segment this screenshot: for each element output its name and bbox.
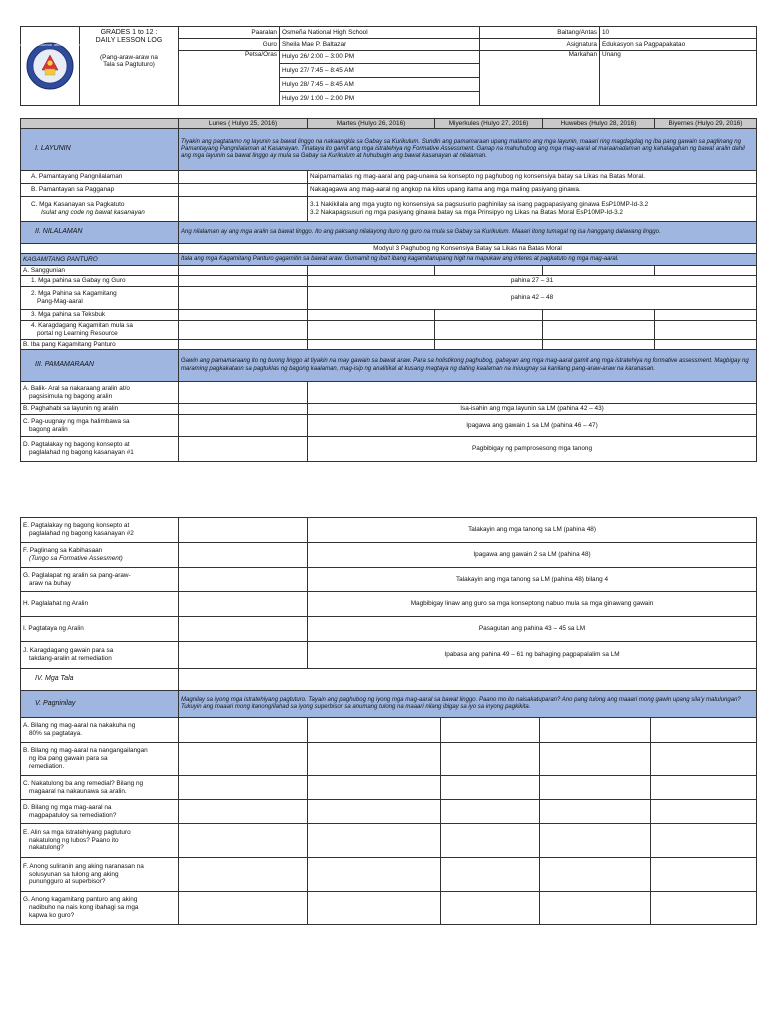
sanggunian-wed bbox=[435, 266, 543, 276]
date-4: Hulyo 29/ 1:00 – 2:00 PM bbox=[280, 92, 480, 106]
teksbuk-fri bbox=[655, 310, 757, 321]
kasanayan-value-1: 3.1 Nakikilala ang mga yugto ng konsensiya sa pagsusurio paghinilay sa isang pagpapasiyang ginawa EsP10MP-Id-3.2 bbox=[310, 201, 649, 209]
pagninilay-g-3: kapwa ko guro? bbox=[29, 911, 75, 919]
nilalaman-blank bbox=[21, 244, 179, 254]
sanggunian-fri bbox=[655, 266, 757, 276]
day-friday: Biyernes (Hulyo 29, 2016) bbox=[655, 119, 757, 129]
kasanayan-value-cell bbox=[308, 197, 757, 222]
pagninilay-f-tue bbox=[308, 858, 441, 892]
pagninilay-g-mon bbox=[179, 892, 308, 925]
paglinang-value: Ipagawa ang gawain 2 sa LM (pahina 48) bbox=[308, 543, 757, 568]
pag-uugnay-cell bbox=[21, 415, 179, 437]
pamantayang-pangnilalaman-label: A. Pamantayang Pangnilalaman bbox=[21, 171, 179, 184]
lr-portal-thu bbox=[543, 321, 655, 340]
pagtalakay-1-value: Pagbibigay ng pamprosesong mga tanong bbox=[308, 437, 757, 462]
pagninilay-g-1: G. Anong kagamitang panturo ang aking bbox=[23, 896, 138, 904]
karagdagang-gawain-cell bbox=[21, 642, 179, 669]
pagninilay-e-wed bbox=[441, 824, 540, 858]
date-3: Hulyo 28/ 7:45 – 8:45 AM bbox=[280, 78, 480, 92]
karagdagang-gawain-label-1: J. Karagdagang gawain para sa bbox=[23, 647, 114, 655]
pagninilay-a-2: 80% sa pagtataya. bbox=[29, 730, 82, 737]
pagninilay-f-2: solusyunan sa tulong ang aking bbox=[29, 870, 119, 878]
balik-aral-label-2: pagsisimula ng bagong aralin bbox=[29, 392, 113, 400]
pag-uugnay-label-2: bagong aralin bbox=[29, 425, 68, 433]
pagninilay-g-2: nadibuho na nais kong ibahagi sa mga bbox=[29, 904, 139, 912]
pagtataya-mon bbox=[179, 617, 308, 642]
guro-label: Guro bbox=[179, 39, 280, 51]
dll-sub2: Tala sa Pagtuturo) bbox=[103, 61, 155, 69]
pagtalakay-2-value: Talakayin ang mga tanong sa LM (pahina 48) bbox=[308, 518, 757, 543]
lr-portal-tue bbox=[308, 321, 435, 340]
pagninilay-d-2: magpapatuloy sa remediation? bbox=[29, 811, 117, 819]
kasanayan-sub: Isulat ang code ng bawat kasanayan bbox=[41, 209, 145, 216]
pagninilay-a-thu bbox=[540, 718, 651, 743]
grades-label: GRADES 1 to 12 : bbox=[100, 29, 158, 36]
pagninilay-e-cell bbox=[21, 824, 179, 858]
iba-pang-wed bbox=[435, 340, 543, 350]
asignatura-value: Edukasyon sa Pagpapakatao bbox=[600, 39, 757, 51]
paglalahat-label: H. Paglalahat ng Aralin bbox=[21, 592, 179, 617]
kagamitang-mon bbox=[179, 287, 308, 310]
sanggunian-thu bbox=[543, 266, 655, 276]
pagtalakay-1-label-2: paglalahad ng bagong kasanayan #1 bbox=[29, 449, 134, 456]
gabay-guro-mon bbox=[179, 276, 308, 287]
pagninilay-c-cell bbox=[21, 776, 179, 800]
pag-uugnay-mon bbox=[179, 415, 308, 437]
pagninilay-note: Magnilay sa iyong mga istratehiyang pagtuturo. Tayain ang paghubog ng iyong mga mag-aaral sa bawat linggo. Paano mo ito naisakatuparan? Ano pang tulong ang maaari mong gawin upang sila'y matulungan? Tukuyin ang maaari mong itanong/ilahad sa iyong superbisor sa anumang tulong na maaari nilang ibigay sa iyo sa inyong pagkikita. bbox=[179, 691, 757, 718]
pagninilay-b-wed bbox=[441, 743, 540, 776]
kasanayan-label-cell bbox=[21, 197, 179, 222]
mga-tala-value bbox=[179, 669, 757, 691]
teksbuk-thu bbox=[543, 310, 655, 321]
pagninilay-c-2: magaaral na nakaunawa sa aralin. bbox=[29, 787, 127, 795]
baitang-label: Baitang/Antas bbox=[480, 27, 600, 39]
deped-seal-icon bbox=[16, 37, 84, 95]
pagninilay-f-mon bbox=[179, 858, 308, 892]
dll-title-cell bbox=[80, 27, 179, 106]
markahan-value: Unang bbox=[600, 51, 757, 106]
dll-sub1: (Pang-araw-araw na bbox=[100, 53, 158, 61]
pagninilay-b-thu bbox=[540, 743, 651, 776]
pagninilay-e-tue bbox=[308, 824, 441, 858]
pagninilay-b-1: B. Bilang ng mag-aaral na nangangailangan bbox=[23, 747, 148, 755]
pagninilay-g-thu bbox=[540, 892, 651, 925]
paglinang-mon bbox=[179, 543, 308, 568]
pagninilay-a-fri bbox=[651, 718, 757, 743]
pagninilay-g-cell bbox=[21, 892, 179, 925]
pamamaraan-title: III. PAMAMARAAN bbox=[21, 350, 179, 382]
seal-text: KAGAWARAN NG EDUKASYON · REPUBLIKA NG PILIPINAS bbox=[16, 44, 84, 47]
pagninilay-a-1: A. Bilang ng mag-aaral na nakakuha ng bbox=[23, 722, 136, 730]
teksbuk-mon bbox=[179, 310, 308, 321]
petsa-label: Petsa/Oras bbox=[179, 51, 280, 106]
asignatura-label: Asignatura bbox=[480, 39, 600, 51]
karagdagang-gawain-label-2: takdang-aralin at remediation bbox=[29, 655, 112, 662]
paghahabi-mon bbox=[179, 404, 308, 415]
pagtalakay-1-label-1: D. Pagtalakay ng bagong konsepto at bbox=[23, 441, 130, 449]
pagtalakay-2-mon bbox=[179, 518, 308, 543]
pagninilay-c-1: C. Nakatulong ba ang remedial? Bilang ng bbox=[23, 779, 144, 787]
pamantayan-pagganap-label: B. Pamantayan sa Pagganap bbox=[21, 184, 179, 197]
lr-portal-label-2: portal ng Learning Resource bbox=[37, 330, 118, 337]
pagninilay-a-tue bbox=[308, 718, 441, 743]
paglalapat-label-1: G. Paglalapat ng aralin sa pang-araw- bbox=[23, 571, 131, 579]
karagdagang-gawain-value: Ipabasa ang pahina 49 – 61 ng bahaging pagpapalalim sa LM bbox=[308, 642, 757, 669]
dll-main-table-2 bbox=[20, 517, 757, 925]
pag-uugnay-label-1: C. Pag-uugnay ng mga halimbawa sa bbox=[23, 417, 130, 425]
pagninilay-b-2: ng iba pang gawain para sa bbox=[29, 755, 108, 763]
kagamitang-value: pahina 42 – 48 bbox=[308, 287, 757, 310]
kasanayan-label: C. Mga Kasanayan sa Pagkatuto bbox=[31, 201, 125, 209]
kagamitan-title: KAGAMITANG PANTURO bbox=[21, 254, 179, 266]
paaralan-value: Osmeña National High School bbox=[280, 27, 480, 39]
pagninilay-e-thu bbox=[540, 824, 651, 858]
pagninilay-c-mon bbox=[179, 776, 308, 800]
iba-pang-kagamitan-label: B. Iba pang Kagamitang Panturo bbox=[21, 340, 179, 350]
gabay-guro-label: 1. Mga pahina sa Gabay ng Guro bbox=[21, 276, 179, 287]
pamantayan-pagganap-value: Nakagagawa ang mag-aaral ng angkop na kilos upang itama ang mga maling pasiyang ginawa. bbox=[308, 184, 757, 197]
pagninilay-d-wed bbox=[441, 800, 540, 824]
baitang-value: 10 bbox=[600, 27, 757, 39]
pagninilay-b-tue bbox=[308, 743, 441, 776]
pagninilay-f-wed bbox=[441, 858, 540, 892]
lr-portal-cell bbox=[21, 321, 179, 340]
layunin-title: I. LAYUNIN bbox=[21, 129, 179, 171]
pagninilay-e-2: nakatulong ng lubos? Paano ito bbox=[29, 836, 119, 844]
day-wednesday: Miyerkules (Hulyo 27, 2016) bbox=[435, 119, 543, 129]
date-2: Hulyo 27/ 7:45 – 8:45 AM bbox=[280, 64, 480, 78]
pagninilay-a-wed bbox=[441, 718, 540, 743]
paglalahat-value: Magbibigay linaw ang guro sa mga konseptong nabuo mula sa mga ginawang gawain bbox=[308, 592, 757, 617]
kagamitan-note: Itala ang mga Kagamitang Panturo gagamitin sa bawat araw. Gumamit ng iba't ibang kagamitanupang higit na mapukaw ang interes at pagkatuto ng mga mag-aaral. bbox=[179, 254, 757, 266]
pamantayang-pangnilalaman-value: Naipamamalas ng mag-aaral ang pag-unawa sa konsepto ng paghubog ng konsensiya batay sa Likas na Batas Moral. bbox=[308, 171, 757, 184]
paglalapat-cell bbox=[21, 568, 179, 592]
pagninilay-f-fri bbox=[651, 858, 757, 892]
pagninilay-e-3: nakatulong? bbox=[29, 844, 64, 852]
lr-portal-wed bbox=[435, 321, 543, 340]
balik-aral-label-1: A. Balik- Aral sa nakaraang aralin at/o bbox=[23, 384, 130, 392]
sanggunian-tue bbox=[308, 266, 435, 276]
pagninilay-g-wed bbox=[441, 892, 540, 925]
pagninilay-f-cell bbox=[21, 858, 179, 892]
pagninilay-d-thu bbox=[540, 800, 651, 824]
pagtalakay-1-mon bbox=[179, 437, 308, 462]
paaralan-label: Paaralan bbox=[179, 27, 280, 39]
pagninilay-c-thu bbox=[540, 776, 651, 800]
paghahabi-label: B. Paghahabi sa layunin ng aralin bbox=[21, 404, 179, 415]
paglalapat-label-2: araw na buhay bbox=[29, 579, 71, 587]
pagninilay-f-thu bbox=[540, 858, 651, 892]
pagninilay-e-1: E. Alin sa mga istratehiyang pagtuturo bbox=[23, 828, 131, 836]
kasanayan-mon bbox=[179, 197, 308, 222]
pagninilay-e-mon bbox=[179, 824, 308, 858]
nilalaman-title: II. NILALAMAN bbox=[21, 222, 179, 244]
layunin-note: Tiyakin ang pagtatamo ng layunin sa bawat linggo na nakaangkla sa Gabay sa Kurikulum. Sundin ang pamamaraan upang matamo ang mga layunin, maaari ring magdagdag ng iba pang gawain sa paglinang ng Pamantayang Pangnilalaman at Kasanayan. Tinataya ito gamit ang mga istratehiya ng Formative Assessment. Ganap na mahuhubog ang mga mag-aaral at maraanadaman ang kahalagahan ng bawat aralin dahil ang mga layunin sa bawat linggo ay mula sa Gabay sa Kurikulum at huhubugin ang bawat kasanayan at nilalaman. bbox=[179, 129, 757, 171]
sanggunian-label: A. Sanggunian bbox=[21, 266, 179, 276]
pagninilay-c-wed bbox=[441, 776, 540, 800]
kagamitang-pang-mag-aaral-cell bbox=[21, 287, 179, 310]
lr-portal-label-1: 4. Karagdagang Kagamitan mula sa bbox=[31, 322, 133, 330]
seal-cell bbox=[16, 27, 84, 106]
nilalaman-value: Modyul 3 Paghubog ng Konsensiya Batay sa Likas na Batas Moral bbox=[179, 244, 757, 254]
pagninilay-c-tue bbox=[308, 776, 441, 800]
pagninilay-b-cell bbox=[21, 743, 179, 776]
pagtataya-value: Pasagutan ang pahina 43 – 45 sa LM bbox=[308, 617, 757, 642]
markahan-label: Markahan bbox=[480, 51, 600, 106]
header-table bbox=[16, 26, 757, 106]
pagganap-mon bbox=[179, 184, 308, 197]
gabay-guro-value: pahina 27 – 31 bbox=[308, 276, 757, 287]
day-header-blank bbox=[21, 119, 179, 129]
sanggunian-mon bbox=[179, 266, 308, 276]
pagninilay-b-fri bbox=[651, 743, 757, 776]
pagninilay-g-tue bbox=[308, 892, 441, 925]
paglinang-cell bbox=[21, 543, 179, 568]
pagninilay-e-fri bbox=[651, 824, 757, 858]
pagninilay-d-1: D. Bilang ng mga mag-aaral na bbox=[23, 803, 112, 811]
lr-portal-fri bbox=[655, 321, 757, 340]
pagninilay-d-tue bbox=[308, 800, 441, 824]
dll-main-table-1 bbox=[20, 118, 757, 462]
nilalaman-note: Ang nilalaman ay ang mga aralin sa bawat linggo. Ito ang paksang nilalayong ituro ng guro na mula sa Gabay sa Kurikulum. Maaari itong tumagal ng isa hanggang dalawang linggo. bbox=[179, 222, 757, 244]
iba-pang-tue bbox=[308, 340, 435, 350]
teksbuk-tue bbox=[308, 310, 435, 321]
pagtalakay-2-label-2: paglalahad ng bagong kasanayan #2 bbox=[29, 530, 134, 537]
pagninilay-b-mon bbox=[179, 743, 308, 776]
karagdagang-gawain-mon bbox=[179, 642, 308, 669]
dll-label: DAILY LESSON LOG bbox=[95, 37, 163, 45]
paglalapat-value: Talakayin ang mga tanong sa LM (pahina 48) bilang 4 bbox=[308, 568, 757, 592]
balik-aral-mon bbox=[179, 382, 308, 404]
pagninilay-c-fri bbox=[651, 776, 757, 800]
pagninilay-title: V. Pagninilay bbox=[21, 691, 179, 718]
day-tuesday: Martes (Hulyo 26, 2016) bbox=[308, 119, 435, 129]
day-monday: Lunes ( Hulyo 25, 2016) bbox=[179, 119, 308, 129]
day-thursday: Huwebes (Hulyo 28, 2016) bbox=[543, 119, 655, 129]
pagtataya-label: I. Pagtataya ng Aralin bbox=[21, 617, 179, 642]
kagamitang-label-2: Pang-Mag-aaral bbox=[37, 298, 83, 305]
pagninilay-f-1: F. Anong suliranin ang aking naranasan na bbox=[23, 862, 144, 870]
pagninilay-g-fri bbox=[651, 892, 757, 925]
kasanayan-value-2: 3.2 Nakapagsusuri ng mga pasiyang ginawa batay sa mga Prinsipyo ng Likas na Batas Moral EsP10MP-Id-3.2 bbox=[310, 209, 623, 216]
pag-uugnay-value: Ipagawa ang gawain 1 sa LM (pahina 46 – 47) bbox=[308, 415, 757, 437]
pagtalakay-2-label-1: E. Pagtalakay ng bagong konsepto at bbox=[23, 522, 130, 530]
pagninilay-b-3: remediation. bbox=[29, 762, 65, 770]
paglinang-sub: (Tungo sa Formative Assesment) bbox=[29, 555, 123, 562]
paghahabi-value: Isa-isahin ang mga layunin sa LM (pahina 42 – 43) bbox=[308, 404, 757, 415]
paglinang-label: F. Paglinang sa Kabihasaan bbox=[23, 547, 103, 555]
pagtalakay-2-cell bbox=[21, 518, 179, 543]
pagtalakay-1-cell bbox=[21, 437, 179, 462]
date-1: Hulyo 26/ 2:00 – 3:00 PM bbox=[280, 51, 480, 64]
pamamaraan-note: Gawin ang pamamaraang ito ng buong linggo at tiyakin na may gawain sa bawat araw. Para sa holistikong paghubog, gabayan ang mga mag-aaral gamit ang mga istratehiya ng formative assessment. Magbigay ng maraming pagkakataon sa pagtuklas ng bagong kaalaman, mag-isip ng analitikal at kusang magtaya ng dating kaalaman na iniuugnay sa kanilang pang-araw-araw na karanasan. bbox=[179, 350, 757, 382]
teksbuk-label: 3. Mga pahina sa Teksbuk bbox=[21, 310, 179, 321]
kagamitang-label-1: 2. Mga Pahina sa Kagamitang bbox=[31, 290, 117, 298]
pagninilay-d-cell bbox=[21, 800, 179, 824]
pagninilay-d-mon bbox=[179, 800, 308, 824]
iba-pang-fri bbox=[655, 340, 757, 350]
iba-pang-mon bbox=[179, 340, 308, 350]
pangnilalaman-mon bbox=[179, 171, 308, 184]
balik-aral-value bbox=[308, 382, 757, 404]
guro-value: Sheila Mae P. Baltazar bbox=[280, 39, 480, 51]
paglalahat-mon bbox=[179, 592, 308, 617]
iba-pang-thu bbox=[543, 340, 655, 350]
balik-aral-cell bbox=[21, 382, 179, 404]
pagninilay-a-mon bbox=[179, 718, 308, 743]
teksbuk-wed bbox=[435, 310, 543, 321]
mga-tala-title: IV. Mga Tala bbox=[21, 669, 179, 691]
paglalapat-mon bbox=[179, 568, 308, 592]
pagninilay-a-cell bbox=[21, 718, 179, 743]
lr-portal-mon bbox=[179, 321, 308, 340]
pagninilay-f-3: punungguro at superbisor? bbox=[29, 878, 106, 886]
pagninilay-d-fri bbox=[651, 800, 757, 824]
